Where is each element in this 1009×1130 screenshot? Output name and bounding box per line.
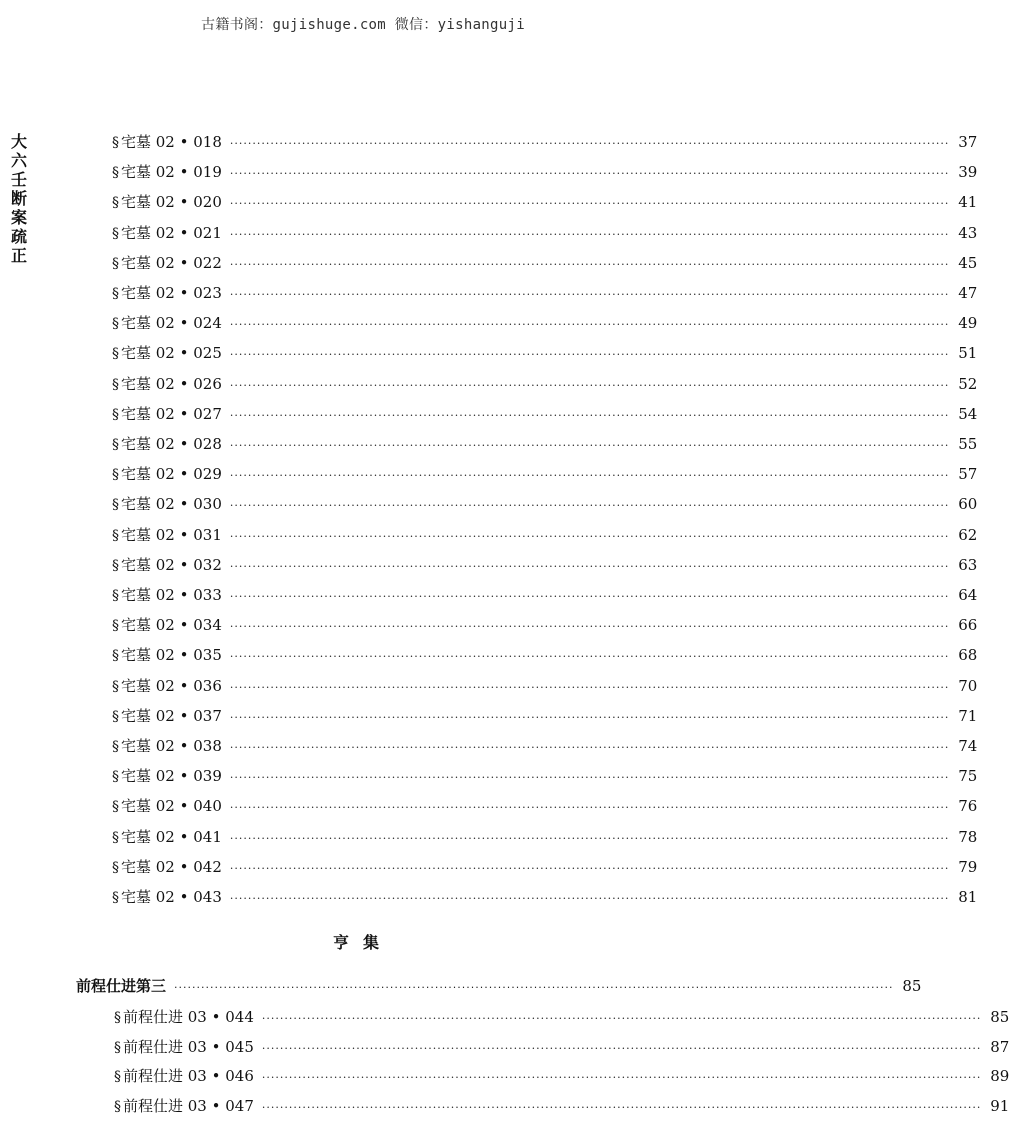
dot-leader: ································································································································································ (229, 227, 950, 241)
page-number: 55 (958, 435, 978, 453)
page-number: 54 (958, 404, 978, 423)
dot-leader: ································································································································································ (261, 1041, 982, 1055)
dot-leader: ································································································································································ (229, 680, 950, 694)
toc-entry-text: 宅墓 02 • 031 (121, 525, 222, 544)
dot-leader: ································································································································································ (229, 137, 950, 150)
side-title-char: 正 (10, 246, 27, 265)
page-number: 81 (958, 888, 978, 906)
dot-leader: ································································································································································ (229, 257, 950, 271)
page-number: 49 (958, 314, 978, 333)
page-number: 66 (958, 616, 978, 635)
toc-entry-text: 宅墓 02 • 029 (121, 465, 222, 484)
dot-leader: ································································································································································ (229, 529, 950, 543)
toc-entry-label (112, 523, 222, 548)
toc-entry-text: 宅墓 02 • 040 (121, 797, 222, 816)
toc-entry-row[interactable] (112, 402, 978, 426)
dot-leader: ································································································································································ (229, 831, 950, 845)
page-number: 47 (958, 284, 978, 302)
toc-entry-row[interactable] (112, 492, 978, 516)
toc-entry-text: 宅墓 02 • 027 (121, 404, 222, 423)
toc-entry-row[interactable] (112, 221, 978, 245)
toc-entry-text: 宅墓 02 • 035 (121, 646, 222, 665)
page-number: 60 (958, 495, 978, 514)
page-number: 68 (958, 646, 978, 665)
toc-entry-text: 宅墓 02 • 037 (121, 706, 222, 725)
side-title-char: 壬 (10, 170, 27, 189)
dot-leader: ································································································································································ (261, 1071, 982, 1085)
toc-entry-label (112, 704, 222, 729)
dot-leader: ································································································································································ (174, 981, 894, 994)
toc-entry-label (112, 885, 222, 910)
side-title-char: 案 (10, 208, 27, 227)
side-title-char: 大 (10, 132, 27, 151)
toc-entry-label (112, 190, 222, 215)
toc-entry-label (112, 160, 222, 185)
page-number: 51 (958, 344, 978, 363)
toc-entry-row[interactable] (112, 825, 978, 849)
side-book-title (9, 132, 29, 265)
section-mark-icon: § (112, 497, 119, 514)
page-number: 71 (958, 706, 978, 725)
toc-entry-label (112, 764, 222, 789)
toc-entry-row[interactable] (112, 885, 978, 909)
toc-entry-label (112, 734, 222, 759)
page-number: 63 (958, 555, 978, 574)
toc-entry-text: 前程仕进 03 • 046 (123, 1067, 254, 1086)
toc-entry-row[interactable] (112, 341, 978, 365)
dot-leader: ································································································································································ (261, 1012, 982, 1025)
page-number: 37 (958, 133, 978, 151)
toc-entry-text: 宅墓 02 • 028 (121, 435, 222, 453)
page-number: 41 (958, 193, 978, 212)
section-mark-icon: § (112, 346, 119, 363)
section-mark-icon: § (112, 769, 119, 786)
toc-entry-text: 宅墓 02 • 030 (121, 495, 222, 514)
dot-leader: ································································································································································ (229, 559, 950, 573)
toc-entry-row[interactable] (112, 251, 978, 275)
toc-entry-text: 前程仕进 03 • 044 (123, 1008, 254, 1026)
toc-entry-text: 宅墓 02 • 025 (121, 344, 222, 363)
toc-entry-row[interactable] (112, 281, 978, 305)
toc-entry-row[interactable] (112, 553, 978, 577)
dot-leader: ································································································································································ (229, 408, 950, 422)
section-mark-icon: § (112, 708, 119, 725)
page-number: 70 (958, 676, 978, 695)
section-mark-icon: § (112, 406, 119, 423)
dot-leader: ································································································································································ (229, 378, 950, 392)
section-mark-icon: § (112, 316, 119, 333)
dot-leader: ································································································································································ (229, 499, 950, 513)
dot-leader: ································································································································································ (229, 710, 950, 724)
toc-entry-label (112, 130, 222, 155)
toc-entry-row[interactable] (114, 1094, 1009, 1118)
toc-entry-label (114, 1094, 254, 1119)
dot-leader: ································································································································································ (229, 197, 950, 211)
toc-entry-label (112, 251, 222, 276)
page-number: 57 (958, 465, 978, 484)
page-number: 78 (958, 827, 978, 846)
page-number: 74 (958, 737, 978, 755)
toc-entry-text: 宅墓 02 • 019 (121, 163, 222, 182)
toc-entry-label (112, 281, 222, 306)
dot-leader: ································································································································································ (229, 167, 950, 181)
toc-entry-row[interactable] (112, 764, 978, 788)
section-mark-icon: § (112, 467, 119, 484)
section-mark-icon: § (112, 588, 119, 604)
page-number: 45 (958, 253, 978, 272)
toc-entry-text: 宅墓 02 • 041 (121, 827, 222, 846)
dot-leader: ································································································································································ (229, 288, 950, 301)
toc-entry-label (114, 1035, 254, 1060)
toc-entry-text: 宅墓 02 • 038 (121, 737, 222, 755)
page-number: 76 (958, 797, 978, 816)
toc-entry-label (112, 432, 222, 457)
side-title-char: 六 (10, 151, 27, 170)
side-title-char: 断 (10, 189, 27, 208)
toc-entry-label (112, 643, 222, 668)
toc-entry-row[interactable] (112, 311, 978, 335)
page-number: 87 (990, 1037, 1009, 1056)
section-mark-icon: § (112, 437, 119, 453)
toc-entry-label (112, 855, 222, 880)
toc-entry-row[interactable] (112, 130, 978, 154)
toc-entry-text: 前程仕进 03 • 045 (123, 1037, 254, 1056)
toc-entry-label (114, 1064, 254, 1089)
section-mark-icon: § (114, 1010, 121, 1026)
toc-entry-text: 宅墓 02 • 024 (121, 314, 222, 333)
toc-entry-row[interactable] (112, 523, 978, 547)
section-mark-icon: § (112, 859, 119, 876)
dot-leader: ································································································································································ (229, 439, 950, 452)
section-mark-icon: § (112, 527, 119, 544)
dot-leader: ································································································································································ (229, 771, 950, 785)
page-number: 64 (958, 586, 978, 604)
toc-entry-label (112, 583, 222, 608)
section-mark-icon: § (114, 1069, 121, 1086)
dot-leader: ································································································································································ (229, 318, 950, 332)
dot-leader: ································································································································································ (229, 650, 950, 664)
toc-entry-label (112, 613, 222, 638)
dot-leader: ································································································································································ (229, 590, 950, 603)
page-number: 79 (958, 857, 978, 876)
page-number: 52 (958, 374, 978, 393)
page-number: 91 (990, 1096, 1009, 1115)
dot-leader: ································································································································································ (261, 1100, 982, 1114)
toc-entry-label (112, 674, 222, 699)
toc-entry-label (112, 341, 222, 366)
section-mark-icon: § (112, 618, 119, 635)
section-mark-icon: § (112, 225, 119, 242)
section-mark-icon: § (112, 255, 119, 272)
page-number: 75 (958, 767, 978, 786)
toc-entry-text: 宅墓 02 • 021 (121, 223, 222, 242)
chapter-title: 前程仕进第三 (76, 977, 167, 995)
toc-entry-label (112, 492, 222, 517)
toc-entry-label (112, 372, 222, 397)
toc-entry-text: 宅墓 02 • 033 (121, 586, 222, 604)
toc-entry-row[interactable] (112, 674, 978, 698)
toc-entry-text: 宅墓 02 • 039 (121, 767, 222, 786)
page-number: 89 (990, 1067, 1009, 1086)
side-title-char: 疏 (10, 227, 27, 246)
toc-entry-label (112, 825, 222, 850)
toc-entry-row[interactable] (112, 643, 978, 667)
page-number: 85 (990, 1008, 1009, 1026)
toc-entry-row[interactable] (112, 160, 978, 184)
section-mark-icon: § (112, 557, 119, 574)
dot-leader: ································································································································································ (229, 892, 950, 905)
toc-entry-text: 宅墓 02 • 032 (121, 555, 222, 574)
toc-entry-label (114, 1005, 254, 1030)
section-mark-icon: § (112, 799, 119, 816)
dot-leader: ································································································································································ (229, 469, 950, 483)
toc-entry-label (112, 402, 222, 427)
section-heading: 亨集 (332, 933, 393, 952)
page-number: 62 (958, 525, 978, 544)
dot-leader: ································································································································································ (229, 861, 950, 875)
toc-entry-text: 宅墓 02 • 036 (121, 676, 222, 695)
section-mark-icon: § (114, 1039, 121, 1056)
toc-entry-row[interactable] (112, 462, 978, 486)
toc-entry-label (112, 794, 222, 819)
section-mark-icon: § (112, 648, 119, 665)
toc-entry-text: 宅墓 02 • 043 (121, 888, 222, 906)
section-mark-icon: § (112, 829, 119, 846)
toc-entry-row[interactable] (112, 583, 978, 607)
toc-entry-text: 宅墓 02 • 023 (121, 284, 222, 302)
toc-entry-label (112, 462, 222, 487)
page-number: 43 (958, 223, 978, 242)
dot-leader: ································································································································································ (229, 620, 950, 634)
toc-entry-row[interactable] (112, 432, 978, 456)
toc-entry-text: 宅墓 02 • 042 (121, 857, 222, 876)
toc-entry-label (112, 553, 222, 578)
section-mark-icon: § (112, 739, 119, 755)
toc-entry-label (112, 221, 222, 246)
dot-leader: ································································································································································ (229, 348, 950, 362)
toc-entry-text: 前程仕进 03 • 047 (123, 1096, 254, 1115)
toc-entry-row[interactable] (112, 372, 978, 396)
toc-entry-row[interactable] (112, 734, 978, 758)
toc-entry-row[interactable] (112, 704, 978, 728)
toc-entry-row[interactable] (114, 1035, 1009, 1059)
section-mark-icon: § (112, 678, 119, 695)
section-mark-icon: § (112, 135, 119, 151)
page-number: 85 (902, 977, 922, 995)
toc-entry-label (112, 311, 222, 336)
toc-entry-row[interactable] (112, 613, 978, 637)
section-mark-icon: § (112, 376, 119, 393)
page-number: 39 (958, 163, 978, 182)
section-mark-icon: § (112, 165, 119, 182)
toc-entry-text: 宅墓 02 • 018 (121, 133, 222, 151)
toc-entry-text: 宅墓 02 • 034 (121, 616, 222, 635)
dot-leader: ································································································································································ (229, 801, 950, 815)
chapter-row[interactable] (76, 974, 922, 998)
toc-entry-text: 宅墓 02 • 020 (121, 193, 222, 212)
dot-leader: ································································································································································ (229, 741, 950, 754)
toc-entry-text: 宅墓 02 • 026 (121, 374, 222, 393)
toc-entry-text: 宅墓 02 • 022 (121, 253, 222, 272)
section-mark-icon: § (112, 195, 119, 212)
section-mark-icon: § (114, 1098, 121, 1115)
toc-entry-row[interactable] (114, 1064, 1009, 1088)
toc-entry-row[interactable] (114, 1005, 1009, 1029)
watermark-header: 古籍书阁：gujishuge.com 微信：yishanguji (201, 17, 525, 33)
toc-entry-row[interactable] (112, 190, 978, 214)
section-mark-icon: § (112, 890, 119, 906)
toc-entry-row[interactable] (112, 794, 978, 818)
toc-entry-row[interactable] (112, 855, 978, 879)
section-mark-icon: § (112, 286, 119, 302)
